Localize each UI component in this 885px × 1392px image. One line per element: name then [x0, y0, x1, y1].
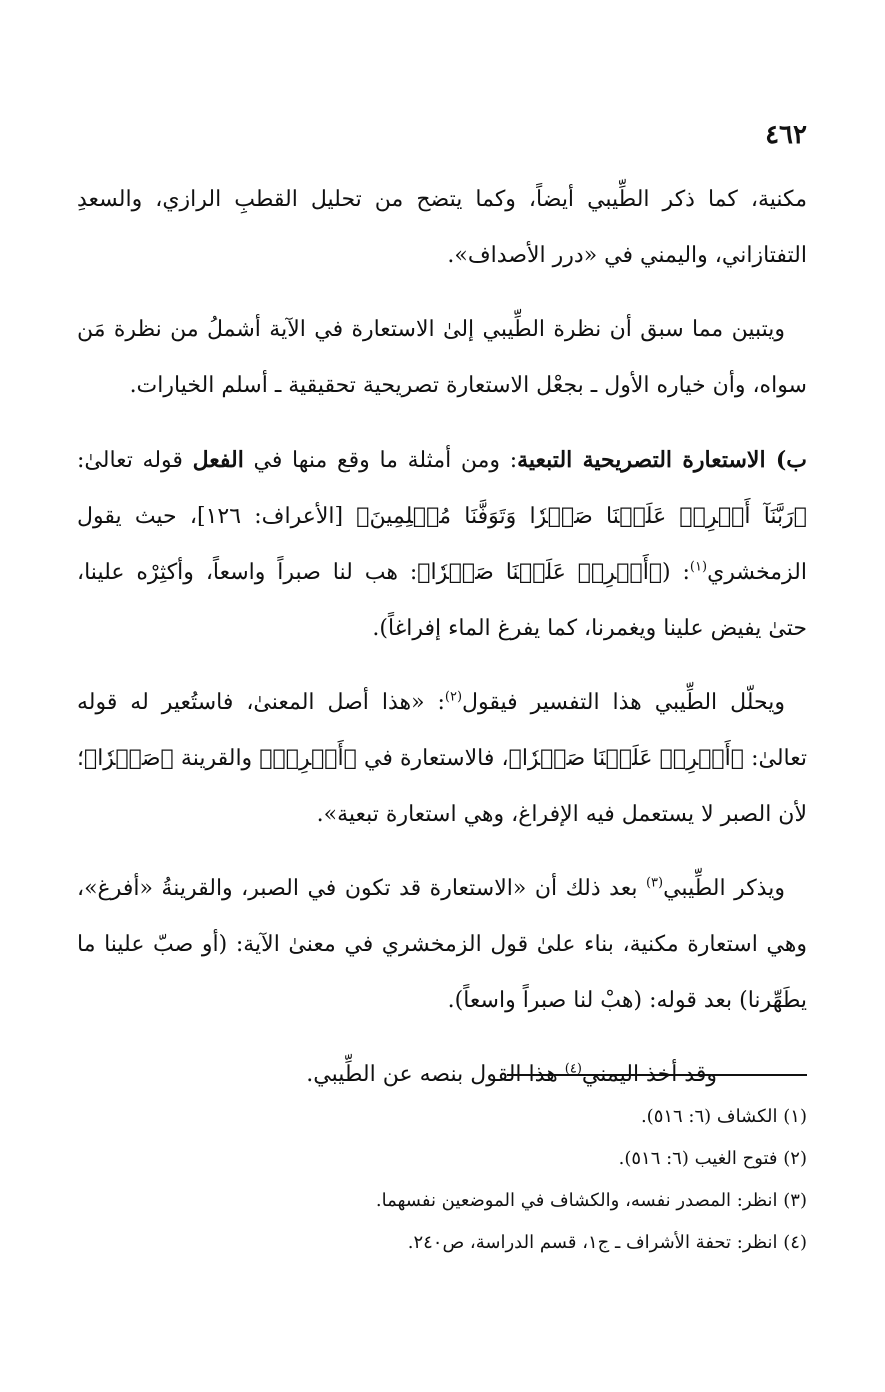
footnote-ref-2[interactable]: (٢) [444, 689, 463, 705]
paragraph-5-text-a: ويذكر الطِّيبي [663, 876, 785, 901]
page-number: ٤٦٢ [765, 120, 807, 150]
footnote-divider [507, 1074, 807, 1076]
paragraph-5-text-b: بعد ذلك أن «الاستعارة قد تكون في الصبر، والقرينةُ «أفرغ»، وهي استعارة مكنية، بناء علىٰ قول الزمخشري في معنىٰ الآية: (أو صبّ علينا ما يطَهِّرنا) بعد قوله: (هبْ لنا صبراً واسعاً). [77, 876, 807, 1013]
footnote-ref-4[interactable]: (٤) [564, 1061, 582, 1077]
paragraph-6-text-b: هذا القول بنصه عن الطِّيبي. [306, 1062, 565, 1087]
paragraph-3-bold-term: الفعل [192, 447, 244, 473]
paragraph-4 [77, 675, 807, 843]
footnote-ref-3[interactable]: (٣) [645, 875, 664, 891]
paragraph-1: مكنية، كما ذكر الطِّيبي أيضاً، وكما يتضح من تحليل القطبِ الرازي، والسعدِ التفتازاني، واليمني في «درر الأصداف». [77, 187, 807, 268]
footnote-4: (٤) انظر: تحفة الأشراف ـ ج١، قسم الدراسة، ص٢٤٠. [407, 1232, 807, 1253]
main-text [77, 172, 807, 1121]
footnotes [77, 1096, 807, 1264]
section-heading: ب) الاستعارة التصريحية التبعية [517, 447, 808, 473]
paragraph-4-text-b: : «هذا أصل المعنىٰ، فاستُعير له قوله تعالىٰ: ﴿أَفۡرِغۡ عَلَيۡنَا صَبۡرٗا﴾، فالاستعارة في ﴿أَفۡرِغۡ﴾ والقرينة ﴿صَبۡرٗا﴾؛ لأن الصبر لا يستعمل فيه الإفراغ، وهي استعارة تبعية». [77, 690, 807, 827]
paragraph-4-text-a: ويحلّل الطِّيبي هذا التفسير فيقول [462, 690, 785, 715]
paragraph-3-text-b: قوله تعالىٰ: ﴿رَبَّنَآ أَفۡرِغۡ عَلَيۡنَا صَبۡرٗا وَتَوَفَّنَا مُسۡلِمِينَ﴾ [الأعراف: ١٢٦]، حيث يقول الزمخشري [77, 448, 807, 585]
footnote-ref-1[interactable]: (١) [689, 559, 708, 575]
paragraph-3-text-c: : (﴿أَفۡرِغۡ عَلَيۡنَا صَبۡرٗا﴾: هب لنا صبراً واسعاً، وأكثِرْه علينا، حتىٰ يفيض علينا ويغمرنا، كما يفرغ الماء إفراغاً). [77, 560, 807, 641]
paragraph-6-text-a: وقد أخذ اليمني [581, 1062, 717, 1087]
footnote-3: (٣) انظر: المصدر نفسه، والكشاف في الموضعين نفسهما. [375, 1190, 807, 1211]
footnote-1: (١) الكشاف (٦: ٥١٦). [640, 1106, 807, 1127]
paragraph-2: ويتبين مما سبق أن نظرة الطِّيبي إلىٰ الاستعارة في الآية أشملُ من نظرة مَن سواه، وأن خياره الأول ـ بجعْل الاستعارة تصريحية تحقيقية ـ أسلم الخيارات. [77, 317, 807, 398]
paragraph-3 [77, 432, 807, 657]
paragraph-3-text-a: : ومن أمثلة ما وقع منها في [243, 448, 518, 473]
paragraph-5 [77, 861, 807, 1029]
footnote-2: (٢) فتوح الغيب (٦: ٥١٦). [618, 1148, 807, 1169]
